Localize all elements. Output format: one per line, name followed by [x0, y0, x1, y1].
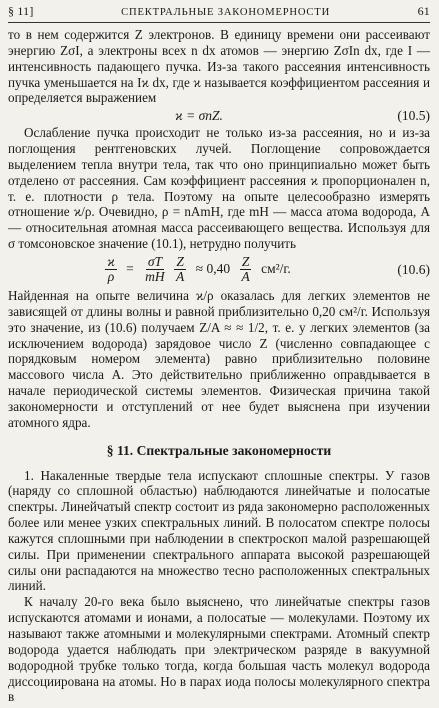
equation-10-6-label: (10.6): [397, 261, 430, 277]
equation-10-6: [8, 252, 430, 288]
page-number: 61: [417, 4, 430, 18]
paragraph-scattering-intro: то в нем содержится Z электронов. В единицу времени они рассеивают энергию ZσI, а электроны всех n dx атомов — энергию ZσIn dx, где I — интенсивность падающего пучка. Из-за такого рассеяния интенсивность пучка уменьшается на Iϰ dx, где ϰ называется коэффициентом рассеяния и определяется выражением: [8, 27, 430, 106]
fraction-kappa-rho: [105, 255, 117, 284]
fraction-z-a: [174, 255, 186, 284]
equals-sign: =: [126, 261, 134, 277]
paragraph-spectra-types: 1. Накаленные твердые тела испускают сплошные спектры. У газов (наряду со сплошной областью) наблюдаются линейчатые и полосатые спектры. Линейчатый спектр состоит из ряда закономерно расположенных более или менее узких спектральных линий. В полосатом спектре полосы кажутся сплошными при наблюдении в спектроскоп малой разрешающей силы. При применении спектрального аппарата высокой разрешающей силы они распадаются на множество тесно расположенных спектральных линий.: [8, 467, 430, 594]
running-head: [8, 0, 430, 23]
paragraph-z-over-a: Найденная на опыте величина ϰ/ρ оказалась для легких элементов не зависящей от длины волны и равной приблизительно 0,20 см²/г. Используя это значение, из (10.6) получаем Z/A ≈ ≈ 1/2, т. е. у легких элементов (за исключением водорода) зарядовое число Z (численно совпадающее с порядковым номером элемента) равно приблизительно половине массового числа A. Это действительно приближенно оправдывается в начале периодической системы элементов. Физическая причина такой закономерности и отступлений от нее будет выяснена при изучении атомного ядра.: [8, 287, 430, 430]
units: см²/г.: [261, 261, 291, 277]
fraction-denominator: A: [176, 269, 185, 285]
fraction-numerator: Z: [176, 254, 184, 270]
equation-10-5-label: (10.5): [397, 107, 430, 123]
paragraph-atomic-molecular: К началу 20-го века было выяснено, что линейчатые спектры газов испускаются атомами и ионами, а полосатые — молекулами. Поэтому их называют также атомными и молекулярными спектрами. Атомный спектр водорода удается наблюдать при электрическом разряде в вакуумной водородной трубке только тогда, когда большая часть молекул водорода диссоциирована на атомы. Но в парах иода полосы молекулярного спектра в: [8, 594, 430, 705]
fraction-numerator: σT: [147, 254, 162, 270]
fraction-denominator: mH: [145, 269, 165, 285]
fraction-numerator: ϰ: [107, 254, 115, 270]
fraction-sigma-m: [143, 255, 167, 284]
approx-coefficient: ≈ 0,40: [195, 261, 231, 277]
section-heading: § 11. Спектральные закономерности: [106, 442, 332, 458]
fraction-numerator: Z: [241, 254, 250, 270]
equation-10-5: [8, 106, 430, 125]
equation-10-5-body: ϰ = σnZ.: [175, 107, 223, 123]
fraction-z-a-2: [239, 255, 251, 284]
equation-10-6-body: [8, 255, 390, 284]
running-head-title: СПЕКТРАЛЬНЫЕ ЗАКОНОМЕРНОСТИ: [121, 7, 331, 18]
running-head-section: § 11]: [8, 4, 34, 18]
fraction-denominator: A: [241, 269, 250, 285]
paragraph-absorption: Ослабление пучка происходит не только из-за рассеяния, но и из-за поглощения рентгеновских лучей. Поглощение сопровождается выделением тепла внутри тела, так что оно принципиально может быть отделено от рассеяния. Сам коэффициент рассеяния ϰ пропорционален n, т. е. плотности ρ тела. Поэтому на опыте целесообразно измерять отношение ϰ/ρ. Очевидно, ρ = nAmH, где mH — масса атома водорода, A — относительная атомная масса рассеивающего вещества. Используя для σ томсоновское значение (10.1), нетрудно получить: [8, 125, 430, 252]
fraction-denominator: ρ: [107, 269, 115, 285]
